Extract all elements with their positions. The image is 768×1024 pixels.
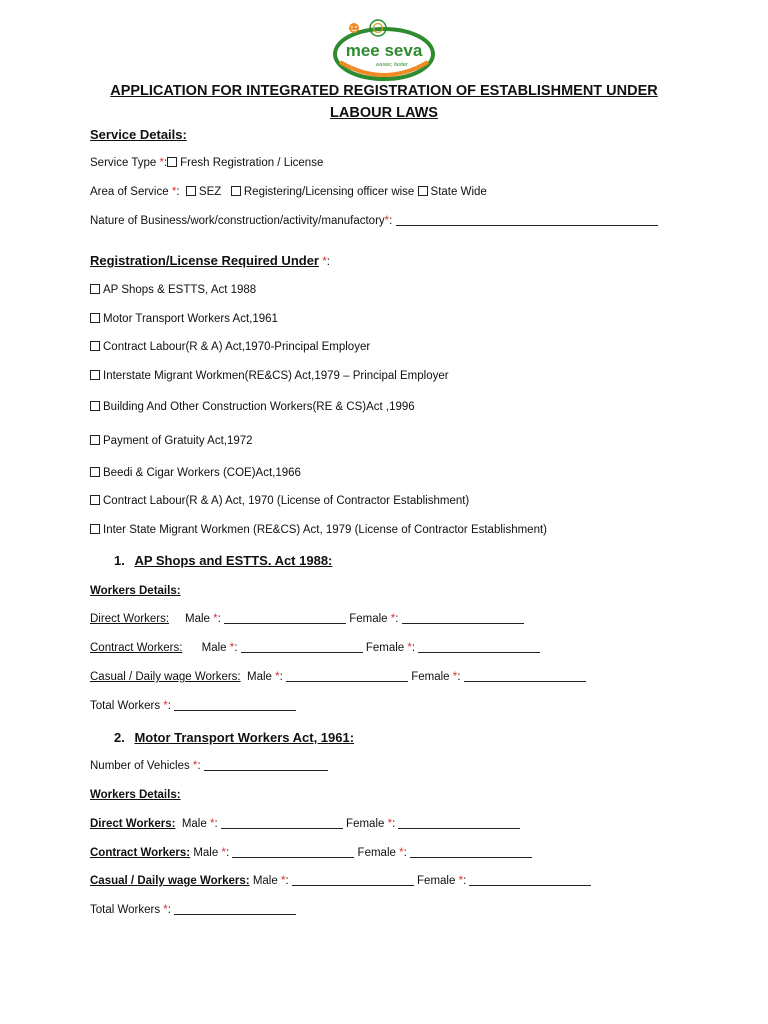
service-details-heading: Service Details:: [90, 127, 187, 142]
contract-labour-pe-checkbox[interactable]: [90, 341, 100, 351]
gratuity-checkbox[interactable]: [90, 435, 100, 445]
section1-number: 1.: [114, 553, 125, 568]
mee-seva-logo: [332, 18, 436, 82]
smiley-icon: [349, 23, 359, 33]
female-label: Female: [365, 642, 405, 654]
ap-shops-checkbox[interactable]: [90, 284, 100, 294]
gratuity-label: Payment of Gratuity Act,1972: [103, 435, 253, 447]
section2-number: 2.: [114, 730, 125, 745]
female-label: Female: [417, 875, 456, 887]
section2-direct-row: Direct Workers: Male *: Female *:: [90, 818, 520, 830]
casual-male-field[interactable]: [286, 671, 408, 682]
page-title: APPLICATION FOR INTEGRATED REGISTRATION OF ESTABLISHMENT UNDER: [110, 83, 658, 99]
reg-item-building-construction: [90, 401, 415, 413]
s2-casual-workers-label: Casual / Daily wage Workers:: [90, 875, 250, 887]
officer-wise-option: Registering/Licensing officer wise: [243, 186, 415, 198]
s2-direct-male-field[interactable]: [221, 818, 343, 829]
total-workers-label: Total Workers: [90, 700, 161, 712]
contract-male-field[interactable]: [241, 642, 363, 653]
nature-of-business-field[interactable]: [396, 215, 658, 226]
section1-casual-row: Casual / Daily wage Workers: Male *: Female *:: [90, 671, 586, 683]
male-label: Male: [247, 671, 272, 683]
nature-of-business-row: Nature of Business/work/construction/activity/manufactory*:: [90, 215, 658, 227]
area-of-service-label: Area of Service: [90, 186, 169, 198]
male-label: Male: [185, 613, 210, 625]
s2-contract-female-field[interactable]: [410, 847, 532, 858]
nature-of-business-label: Nature of Business/work/construction/activity/manufactory: [90, 215, 385, 227]
sez-option: SEZ: [198, 186, 222, 198]
fresh-registration-checkbox[interactable]: [167, 157, 177, 167]
contract-labour-ce-checkbox[interactable]: [90, 495, 100, 505]
s2-direct-workers-label: Direct Workers:: [90, 818, 176, 830]
casual-workers-label: Casual / Daily wage Workers:: [90, 671, 241, 683]
reg-item-ap-shops: [90, 284, 256, 296]
motor-transport-checkbox[interactable]: [90, 313, 100, 323]
section2-casual-row: Casual / Daily wage Workers: Male *: Female *:: [90, 875, 591, 887]
s2-contract-workers-label: Contract Workers:: [90, 847, 191, 859]
registration-heading: Registration/License Required Under: [90, 253, 319, 268]
casual-female-field[interactable]: [464, 671, 586, 682]
direct-female-field[interactable]: [402, 613, 524, 624]
state-wide-checkbox[interactable]: [418, 186, 428, 196]
service-type-label: Service Type: [90, 157, 157, 169]
state-wide-option: State Wide: [430, 186, 487, 198]
contract-labour-pe-label: Contract Labour(R & A) Act,1970-Principal Employer: [103, 341, 371, 353]
male-label: Male: [193, 847, 219, 859]
section1-total-field[interactable]: [174, 700, 296, 711]
section1-contract-row: Contract Workers: Male *: Female *:: [90, 642, 540, 654]
section1-heading: [114, 553, 332, 568]
motor-transport-label: Motor Transport Workers Act,1961: [103, 313, 278, 325]
area-of-service-row: Area of Service *: SEZ Registering/Licensing officer wise State Wide: [90, 186, 487, 198]
interstate-ce-label: Inter State Migrant Workmen (RE&CS) Act, 1979 (License of Contractor Establishment): [103, 524, 547, 536]
reg-item-gratuity: [90, 435, 253, 447]
section2-title: Motor Transport Workers Act, 1961:: [134, 730, 355, 745]
vehicles-field[interactable]: [204, 760, 328, 771]
vehicles-label: Number of Vehicles: [90, 760, 190, 772]
page-title-line2: LABOUR LAWS: [330, 105, 438, 121]
section2-workers-details: Workers Details:: [90, 789, 181, 801]
interstate-pe-label: Interstate Migrant Workmen(RE&CS) Act,1979 – Principal Employer: [103, 370, 449, 382]
contract-labour-ce-label: Contract Labour(R & A) Act, 1970 (License of Contractor Establishment): [103, 495, 470, 507]
section1-workers-details: Workers Details:: [90, 585, 181, 597]
reg-item-beedi-cigar: [90, 467, 301, 479]
section2-vehicles-row: Number of Vehicles *:: [90, 760, 328, 772]
s2-casual-male-field[interactable]: [292, 875, 414, 886]
section2-total-row: Total Workers *:: [90, 904, 296, 916]
officer-wise-checkbox[interactable]: [231, 186, 241, 196]
male-label: Male: [201, 642, 227, 654]
section2-heading: [114, 730, 354, 745]
reg-item-interstate-pe: [90, 370, 449, 382]
reg-item-contract-labour-pe: [90, 341, 370, 353]
interstate-pe-checkbox[interactable]: [90, 370, 100, 380]
direct-male-field[interactable]: [224, 613, 346, 624]
male-label: Male: [252, 875, 278, 887]
reg-item-motor-transport: [90, 313, 278, 325]
building-construction-checkbox[interactable]: [90, 401, 100, 411]
logo-tagline: easier, faster: [376, 62, 408, 68]
ap-shops-label: AP Shops & ESTTS, Act 1988: [103, 284, 257, 296]
beedi-cigar-checkbox[interactable]: [90, 467, 100, 477]
contract-workers-label: Contract Workers:: [90, 642, 183, 654]
section1-direct-row: Direct Workers: Male *: Female *:: [90, 613, 524, 625]
reg-item-interstate-ce: [90, 524, 547, 536]
s2-contract-male-field[interactable]: [232, 847, 354, 858]
male-label: Male: [181, 818, 207, 830]
s2-direct-female-field[interactable]: [398, 818, 520, 829]
registration-heading-row: Registration/License Required Under *:: [90, 253, 330, 268]
female-label: Female: [411, 671, 450, 683]
female-label: Female: [357, 847, 396, 859]
reg-item-contract-labour-ce: [90, 495, 469, 507]
logo-brand-text: mee seva: [345, 41, 423, 60]
female-label: Female: [349, 613, 388, 625]
section2-total-field[interactable]: [174, 904, 296, 915]
s2-casual-female-field[interactable]: [469, 875, 591, 886]
beedi-cigar-label: Beedi & Cigar Workers (COE)Act,1966: [103, 467, 301, 479]
sez-checkbox[interactable]: [186, 186, 196, 196]
direct-workers-label: Direct Workers:: [90, 613, 170, 625]
section1-total-row: Total Workers *:: [90, 700, 296, 712]
section1-title: AP Shops and ESTTS. Act 1988:: [134, 553, 333, 568]
building-construction-label: Building And Other Construction Workers(RE & CS)Act ,1996: [103, 401, 415, 413]
fresh-registration-option: Fresh Registration / License: [180, 157, 324, 169]
section2-contract-row: Contract Workers: Male *: Female *:: [90, 847, 532, 859]
service-type-row: Service Type *: Fresh Registration / License: [90, 157, 324, 169]
contract-female-field[interactable]: [418, 642, 540, 653]
total-workers-label: Total Workers: [90, 904, 161, 916]
interstate-ce-checkbox[interactable]: [90, 524, 100, 534]
female-label: Female: [346, 818, 385, 830]
